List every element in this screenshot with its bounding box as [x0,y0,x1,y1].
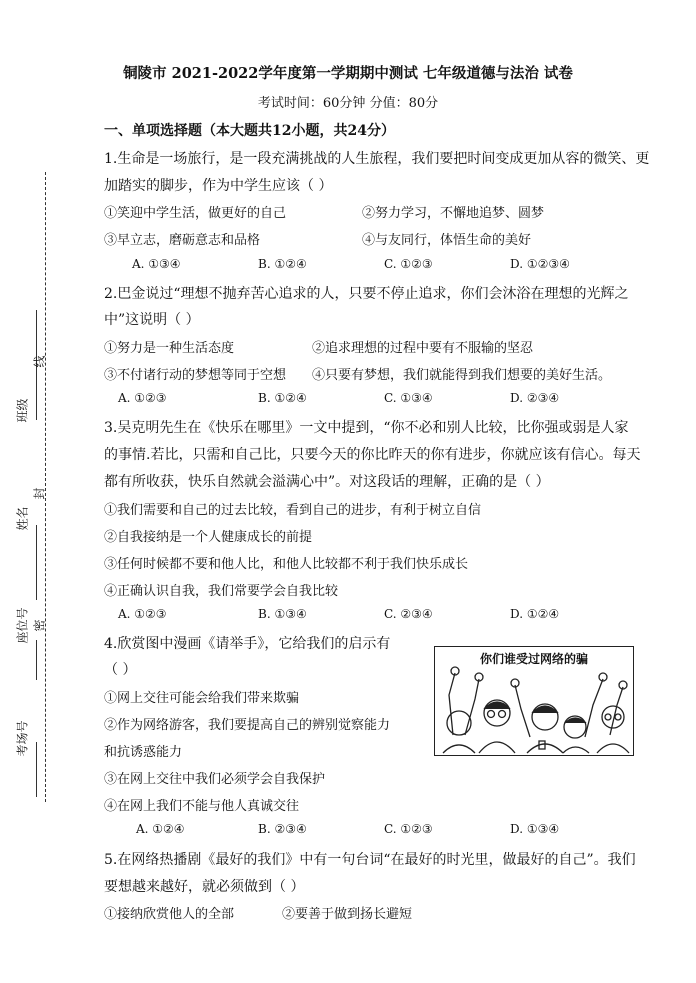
q2-answer-c: C. ①③④ [384,391,433,405]
q3-stem-line1: 3.吴克明先生在《快乐在哪里》一文中提到，“你不必和别人比较，比你强或弱是人家 [104,420,629,436]
q2-answer-d: D. ②③④ [510,391,560,405]
q4-option-4: ④在网上我们不能与他人真诚交往 [104,799,300,814]
q4-answer-c: C. ①②③ [384,822,433,836]
q3-answer-c: C. ②③④ [384,607,433,621]
q4-option-2-cont: 和抗诱惑能力 [104,745,183,760]
q1-option-1: ①笑迎中学生活，做更好的自己 [104,206,287,221]
close-label: 密 [32,619,47,632]
q1-option-4: ④与友同行，体悟生命的美好 [362,233,532,248]
q4-option-1: ①网上交往可能会给我们带来欺骗 [104,691,300,706]
q4-stem-line2: （ ） [104,662,137,678]
q3-option-1: ①我们需要和自己的过去比较，看到自己的进步，有利于树立自信 [104,503,482,518]
line-label: 线 [32,355,47,368]
section-heading: 一、单项选择题（本大题共12小题，共24分） [104,123,395,139]
q4-answer-d: D. ①③④ [510,822,560,836]
q3-answer-a: A. ①②③ [118,607,167,621]
q4-answer-a: A. ①②④ [136,822,185,836]
q2-option-2: ②追求理想的过程中要有不服输的坚忍 [312,341,534,356]
cartoon-caption: 你们谁受过网络的骗 [479,652,588,666]
class-label: 班级 [15,398,30,423]
name-label: 姓名 [15,506,30,531]
q2-stem-line2: 中”这说明（ ） [104,312,200,328]
q3-option-2: ②自我接纳是一个人健康成长的前提 [104,530,313,545]
q4-answer-b: B. ②③④ [258,822,307,836]
q1-option-3: ③早立志，磨砺意志和品格 [104,233,261,248]
q4-option-3: ③在网上交往中我们必须学会自我保护 [104,772,326,787]
q1-answer-c: C. ①②③ [384,257,433,271]
seat-underline [36,640,37,680]
q5-option-2: ②要善于做到扬长避短 [282,907,413,922]
seal-label: 封 [32,487,47,500]
q5-stem-line2: 要想越来越好，就必须做到（ ） [104,879,305,895]
cartoon-image [434,646,634,756]
q1-stem-line2: 加踏实的脚步，作为中学生应该（ ） [104,178,333,194]
exam-subtitle: 考试时间：60分钟 分值：80分 [257,96,439,111]
q5-option-1: ①接纳欣赏他人的全部 [104,907,235,922]
exam-title: 铜陵市 2021-2022学年度第一学期期中测试 七年级道德与法治 试卷 [123,65,573,82]
q3-stem-line3: 都有所收获，快乐自然就会溢满心中”。对这段话的理解，正确的是（ ） [104,474,550,490]
q3-answer-b: B. ①③④ [258,607,307,621]
q2-option-4: ④只要有梦想，我们就能得到我们想要的美好生活。 [312,368,612,383]
q2-answer-a: A. ①②③ [118,391,167,405]
q1-answer-d: D. ①②③④ [510,257,570,271]
q1-answer-a: A. ①③④ [132,257,181,271]
q2-option-3: ③不付诸行动的梦想等同于空想 [104,368,287,383]
q3-answer-d: D. ①②④ [510,607,560,621]
q3-option-3: ③任何时候都不要和他人比，和他人比较都不利于我们快乐成长 [104,557,469,572]
room-label: 考场号 [15,720,30,757]
q2-answer-b: B. ①②④ [258,391,307,405]
q1-stem-line1: 1.生命是一场旅行，是一段充满挑战的人生旅程，我们要把时间变成更加从容的微笑、更 [104,151,650,167]
q5-stem-line1: 5.在网络热播剧《最好的我们》中有一句台词“在最好的时光里，做最好的自己”。我们 [104,852,636,868]
q3-stem-line2: 的事情.若比，只需和自己比，只要今天的你比昨天的你有进步，你就应该有信心。每天 [104,447,641,463]
room-underline [36,742,37,797]
cartoon-drawing [435,665,632,755]
seat-label: 座位号 [15,607,30,644]
q4-stem-line1: 4.欣赏图中漫画《请举手》，它给我们的启示有 [104,636,391,652]
q1-option-2: ②努力学习，不懈地追梦、圆梦 [362,206,545,221]
q3-option-4: ④正确认识自我，我们常要学会自我比较 [104,584,339,599]
q2-option-1: ①努力是一种生活态度 [104,341,235,356]
q2-stem-line1: 2.巴金说过“理想不抛弃苦心追求的人，只要不停止追求，你们会沐浴在理想的光辉之 [104,286,629,302]
q4-option-2: ②作为网络游客，我们要提高自己的辨别觉察能力 [104,718,391,733]
q1-answer-b: B. ①②④ [258,257,307,271]
name-underline [36,525,37,600]
